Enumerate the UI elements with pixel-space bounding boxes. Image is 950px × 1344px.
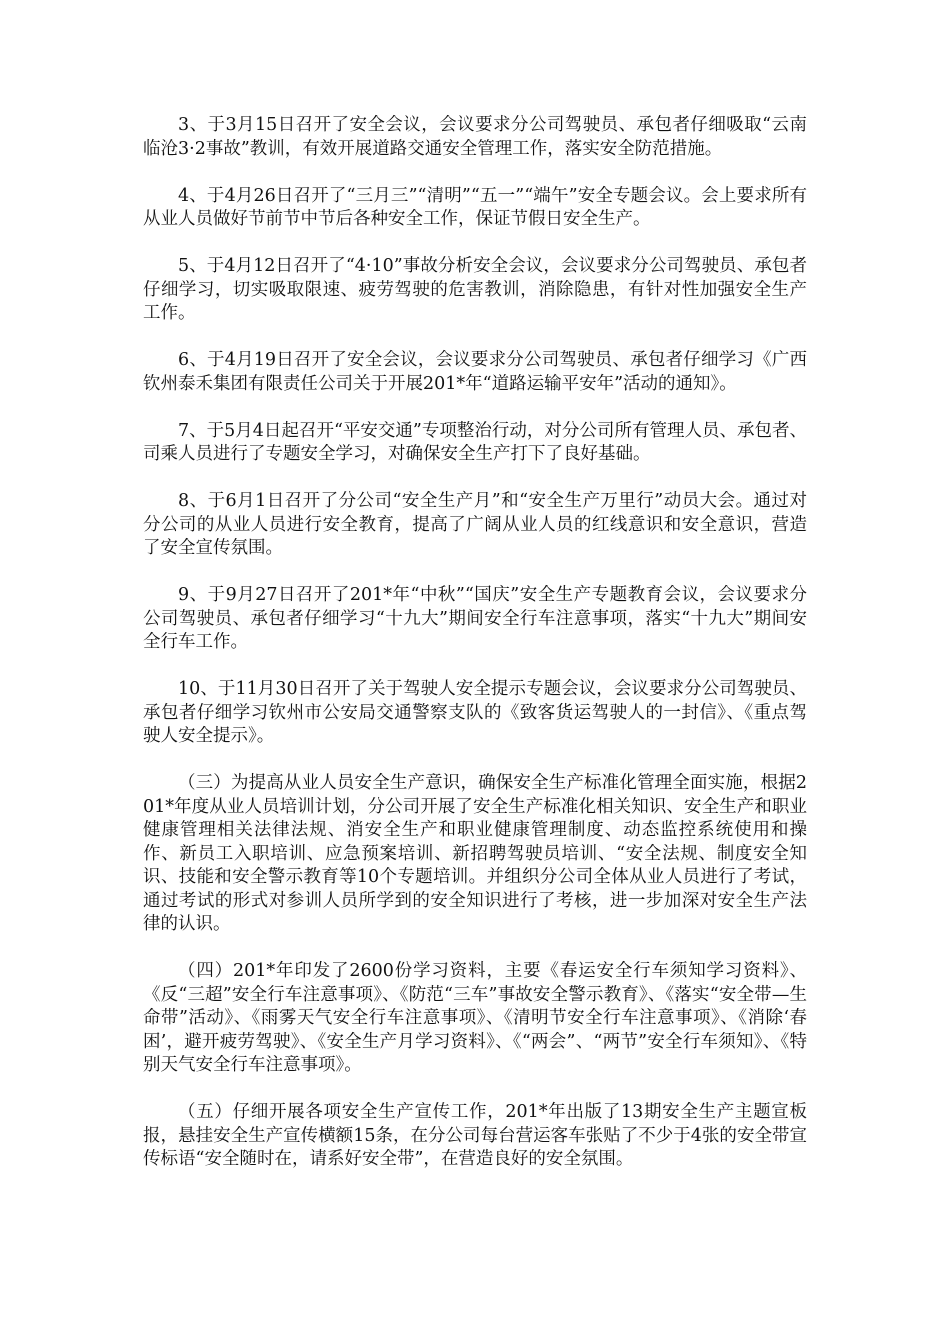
paragraph-item-8: 8、于6月1日召开了分公司“安全生产月”和“安全生产万里行”动员大会。通过对分公司的从业人员进行安全教育，提高了广阔从业人员的红线意识和安全意识，营造了安全宣传氛围。 xyxy=(143,491,807,558)
paragraph-section-5: （五）仔细开展各项安全生产宣传工作，201*年出版了13期安全生产主题宣板报，悬挂安全生产宣传横额15条，在分公司每台营运客车张贴了不少于4张的安全带宣传标语“安全随时在，请系好安全带”，在营造良好的安全氛围。 xyxy=(143,1102,807,1169)
paragraph-section-3: （三）为提高从业人员安全生产意识，确保安全生产标准化管理全面实施，根据201*年度从业人员培训计划，分公司开展了安全生产标准化相关知识、安全生产和职业健康管理相关法律法规、消安全生产和职业健康管理制度、动态监控系统使用和操作、新员工入职培训、应急预案培训、新招聘驾驶员培训、“安全法规、制度安全知识、技能和安全警示教育等10个专题培训。并组织分公司全体从业人员进行了考试，通过考试的形式对参训人员所学到的安全知识进行了考核，进一步加深对安全生产法律的认识。 xyxy=(143,773,807,934)
paragraph-item-5: 5、于4月12日召开了“4·10”事故分析安全会议，会议要求分公司驾驶员、承包者仔细学习，切实吸取限速、疲劳驾驶的危害教训，消除隐患，有针对性加强安全生产工作。 xyxy=(143,256,807,323)
paragraph-item-3: 3、于3月15日召开了安全会议，会议要求分公司驾驶员、承包者仔细吸取“云南临沧3·2事故”教训，有效开展道路交通安全管理工作，落实安全防范措施。 xyxy=(143,115,807,159)
paragraph-item-10: 10、于11月30日召开了关于驾驶人安全提示专题会议，会议要求分公司驾驶员、承包者仔细学习钦州市公安局交通警察支队的《致客货运驾驶人的一封信》、《重点驾驶人安全提示》。 xyxy=(143,679,807,746)
paragraph-section-4: （四）201*年印发了2600份学习资料，主要《春运安全行车须知学习资料》、《反“三超”安全行车注意事项》、《防范“三车”事故安全警示教育》、《落实“安全带—生命带”活动》、《雨雾天气安全行车注意事项》、《清明节安全行车注意事项》、《消除‘春困’，避开疲劳驾驶》、《安全生产月学习资料》、《“两会”、“两节”安全行车须知》、《特别天气安全行车注意事项》。 xyxy=(143,961,807,1075)
document-body xyxy=(143,114,807,1195)
paragraph-item-6: 6、于4月19日召开了安全会议，会议要求分公司驾驶员、承包者仔细学习《广西钦州泰禾集团有限责任公司关于开展201*年“道路运输平安年”活动的通知》。 xyxy=(143,350,807,394)
paragraph-item-4: 4、于4月26日召开了“三月三”“清明”“五一”“端午”安全专题会议。会上要求所有从业人员做好节前节中节后各种安全工作，保证节假日安全生产。 xyxy=(143,185,807,229)
paragraph-item-7: 7、于5月4日起召开“平安交通”专项整治行动，对分公司所有管理人员、承包者、司乘人员进行了专题安全学习，对确保安全生产打下了良好基础。 xyxy=(143,420,807,464)
paragraph-item-9: 9、于9月27日召开了201*年“中秋”“国庆”安全生产专题教育会议，会议要求分公司驾驶员、承包者仔细学习“十九大”期间安全行车注意事项，落实“十九大”期间安全行车工作。 xyxy=(143,585,807,652)
